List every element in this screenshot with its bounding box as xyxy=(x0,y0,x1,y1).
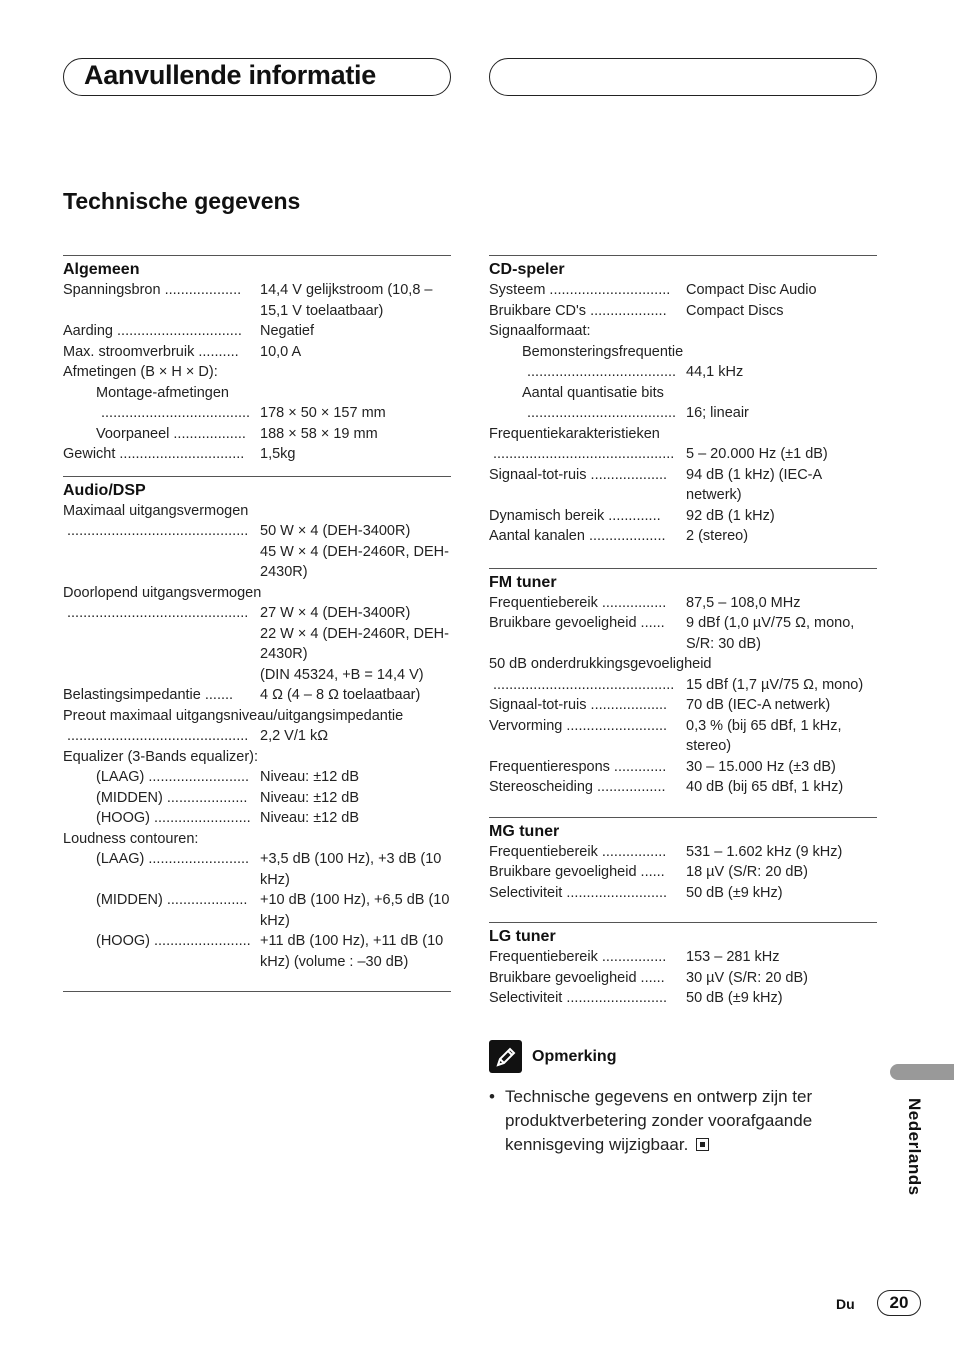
spec-label: ............................................. xyxy=(67,523,249,539)
spec-label: Dynamisch bereik ............. xyxy=(489,507,661,524)
spec-label: Signaal-tot-ruis ................... xyxy=(489,466,668,483)
spec-row xyxy=(63,624,451,665)
spec-section-algemeen xyxy=(63,255,451,465)
spec-value: 50 W × 4 (DEH-3400R) xyxy=(260,523,411,539)
spec-label: Frequentiebereik ................ xyxy=(489,843,667,860)
spec-line: Afmetingen (B × H × D): xyxy=(63,364,218,380)
spec-value: (DIN 45324, +B = 14,4 V) xyxy=(260,666,424,683)
spec-section-title: LG tuner xyxy=(489,928,556,945)
note-title: Opmerking xyxy=(532,1047,617,1065)
spec-label: Frequentiebereik ................ xyxy=(489,949,667,965)
divider xyxy=(63,991,451,992)
spec-row xyxy=(63,342,451,363)
spec-section-title: MG tuner xyxy=(489,822,560,840)
side-language-label: Nederlands xyxy=(905,1098,924,1196)
note-pencil-icon xyxy=(489,1040,522,1073)
spec-label: (LAAG) ......................... xyxy=(96,851,250,867)
spec-section-title: Audio/DSP xyxy=(63,481,146,499)
spec-value: 50 dB (±9 kHz) xyxy=(686,884,783,901)
spec-label: ..................................... xyxy=(527,405,677,421)
spec-section-title: Algemeen xyxy=(63,261,140,278)
spec-value: 50 dB (±9 kHz) xyxy=(686,990,783,1006)
footer-language: Du xyxy=(836,1296,855,1312)
spec-value: Niveau: ±12 dB xyxy=(260,789,360,806)
spec-label: Bruikbare gevoeligheid ...... xyxy=(489,864,665,880)
spec-value: 45 W × 4 (DEH-2460R, DEH-2430R) xyxy=(260,543,449,580)
right-column xyxy=(489,255,877,1009)
spec-row xyxy=(63,542,451,583)
spec-row xyxy=(63,685,451,706)
spec-line: Equalizer (3-Bands equalizer): xyxy=(63,748,259,765)
spec-row xyxy=(63,767,451,788)
spec-label: Aarding ............................... xyxy=(63,323,242,339)
spec-label: (HOOG) ........................ xyxy=(96,933,251,949)
spec-value: 87,5 – 108,0 MHz xyxy=(686,594,801,611)
spec-value: 16; lineair xyxy=(686,405,749,421)
spec-line: Signaalformaat: xyxy=(489,323,591,339)
spec-label: Signaal-tot-ruis ................... xyxy=(489,697,668,713)
spec-value: 2 (stereo) xyxy=(686,528,749,544)
spec-line: Preout maximaal uitgangsniveau/uitgangsimpedantie xyxy=(63,707,404,724)
spec-row xyxy=(489,862,877,883)
header-title-box xyxy=(63,58,451,96)
spec-label: ..................................... xyxy=(101,405,251,421)
spec-row xyxy=(63,808,451,829)
spec-label: ............................................. xyxy=(493,676,675,693)
spec-label: Bruikbare CD's ................... xyxy=(489,302,667,319)
spec-line: 50 dB onderdrukkingsgevoeligheid xyxy=(489,656,712,672)
spec-row xyxy=(489,301,877,322)
spec-label: Frequentiebereik ................ xyxy=(489,594,667,611)
section-title: Technische gegevens xyxy=(63,188,301,214)
spec-row xyxy=(489,883,877,904)
spec-value: Negatief xyxy=(260,323,315,339)
spec-row xyxy=(489,444,877,465)
spec-label: ..................................... xyxy=(527,364,677,380)
spec-section-audio xyxy=(63,476,451,973)
spec-line: Doorlopend uitgangsvermogen xyxy=(63,584,262,601)
spec-row xyxy=(489,593,877,614)
spec-row xyxy=(63,424,451,445)
spec-row xyxy=(63,280,451,321)
spec-row xyxy=(63,890,451,931)
spec-value: +11 dB (100 Hz), +11 dB (10 kHz) (volume : –30 dB) xyxy=(260,933,444,970)
spec-value: 94 dB (1 kHz) (IEC-A netwerk) xyxy=(686,466,822,503)
spec-value: 178 × 50 × 157 mm xyxy=(260,405,386,421)
spec-row xyxy=(489,777,877,798)
spec-row xyxy=(63,726,451,747)
spec-row xyxy=(489,526,877,547)
spec-label: ............................................. xyxy=(67,728,249,744)
spec-label: Selectiviteit ......................... xyxy=(489,884,668,901)
spec-value: 1,5kg xyxy=(260,446,296,462)
spec-section-mg xyxy=(489,817,877,904)
spec-row xyxy=(63,444,451,465)
spec-row xyxy=(63,521,451,542)
spec-row xyxy=(489,362,877,383)
left-column xyxy=(63,255,451,992)
spec-label: ............................................. xyxy=(493,446,675,462)
spec-label: Aantal kanalen ................... xyxy=(489,528,666,544)
spec-value: 44,1 kHz xyxy=(686,364,744,380)
header-empty-box xyxy=(489,58,877,96)
spec-row xyxy=(489,757,877,778)
spec-value: 5 – 20.000 Hz (±1 dB) xyxy=(686,446,828,462)
spec-label: Selectiviteit ......................... xyxy=(489,990,668,1006)
spec-label: (LAAG) ......................... xyxy=(96,769,250,785)
spec-value: 30 – 15.000 Hz (±3 dB) xyxy=(686,758,836,775)
spec-line: Aantal quantisatie bits xyxy=(522,384,664,401)
spec-value: 15 dBf (1,7 µV/75 Ω, mono) xyxy=(686,676,864,693)
spec-value: Niveau: ±12 dB xyxy=(260,769,360,785)
spec-value: 70 dB (IEC-A netwerk) xyxy=(686,697,831,713)
spec-value: 153 – 281 kHz xyxy=(686,949,780,965)
spec-value: +3,5 dB (100 Hz), +3 dB (10 kHz) xyxy=(260,851,442,888)
spec-value: 14,4 V gelijkstroom (10,8 – 15,1 V toelaatbaar) xyxy=(260,282,433,319)
spec-label: Spanningsbron ................... xyxy=(63,282,242,298)
spec-label: Systeem .............................. xyxy=(489,282,671,298)
spec-value: 27 W × 4 (DEH-3400R) xyxy=(260,605,411,621)
spec-label: Bruikbare gevoeligheid ...... xyxy=(489,969,665,986)
spec-value: 188 × 58 × 19 mm xyxy=(260,425,378,442)
spec-label: (MIDDEN) .................... xyxy=(96,789,248,806)
spec-value: 2,2 V/1 kΩ xyxy=(260,728,329,744)
spec-section-title: CD-speler xyxy=(489,261,565,278)
spec-row xyxy=(489,280,877,301)
spec-value: +10 dB (100 Hz), +6,5 dB (10 kHz) xyxy=(260,892,450,929)
spec-value: 18 µV (S/R: 20 dB) xyxy=(686,864,808,880)
spec-value: 92 dB (1 kHz) xyxy=(686,507,775,524)
spec-row xyxy=(63,603,451,624)
spec-line: Montage-afmetingen xyxy=(96,384,229,401)
spec-section-cd xyxy=(489,255,877,547)
spec-value: 0,3 % (bij 65 dBf, 1 kHz, stereo) xyxy=(686,717,842,754)
spec-row xyxy=(489,675,877,696)
spec-row xyxy=(489,988,877,1009)
spec-line: Maximaal uitgangsvermogen xyxy=(63,502,249,519)
spec-section-fm xyxy=(489,568,877,798)
spec-label: (HOOG) ........................ xyxy=(96,810,251,826)
spec-value: Compact Disc Audio xyxy=(686,282,817,298)
spec-row xyxy=(489,716,877,757)
note-bullet: • xyxy=(489,1087,495,1106)
spec-row xyxy=(489,465,877,506)
spec-row xyxy=(63,665,451,686)
spec-row xyxy=(489,947,877,968)
spec-row xyxy=(489,695,877,716)
spec-value: 22 W × 4 (DEH-2460R, DEH-2430R) xyxy=(260,625,449,662)
spec-row xyxy=(489,506,877,527)
note-item xyxy=(489,1085,877,1157)
note-header xyxy=(489,1040,877,1073)
spec-row xyxy=(63,403,451,424)
spec-label: Stereoscheiding ................. xyxy=(489,779,666,795)
spec-value: 9 dBf (1,0 µV/75 Ω, mono, S/R: 30 dB) xyxy=(686,615,855,652)
spec-value: Niveau: ±12 dB xyxy=(260,810,360,826)
spec-label: (MIDDEN) .................... xyxy=(96,892,248,908)
spec-row xyxy=(489,968,877,989)
spec-line: Loudness contouren: xyxy=(63,830,199,847)
page-number: 20 xyxy=(877,1290,921,1316)
spec-label: Voorpaneel .................. xyxy=(96,425,246,442)
spec-row xyxy=(63,788,451,809)
spec-section-lg xyxy=(489,922,877,1009)
spec-row xyxy=(63,931,451,972)
spec-label: Vervorming ......................... xyxy=(489,717,668,734)
side-tab-marker xyxy=(890,1064,954,1080)
spec-line: Bemonsteringsfrequentie xyxy=(522,343,684,360)
spec-line: Frequentiekarakteristieken xyxy=(489,425,660,442)
spec-label: ............................................. xyxy=(67,605,249,621)
spec-label: Gewicht ............................... xyxy=(63,446,245,462)
note-text: Technische gegevens en ontwerp zijn ter produktverbetering zonder voorafgaande kennisgeving wijzigbaar. xyxy=(505,1087,813,1154)
spec-row xyxy=(63,849,451,890)
spec-section-title: FM tuner xyxy=(489,573,557,591)
spec-label: Bruikbare gevoeligheid ...... xyxy=(489,615,665,631)
spec-row xyxy=(63,321,451,342)
end-mark-icon xyxy=(696,1138,709,1151)
spec-value: 40 dB (bij 65 dBf, 1 kHz) xyxy=(686,779,844,795)
header-title: Aanvullende informatie xyxy=(84,60,376,90)
spec-value: 30 µV (S/R: 20 dB) xyxy=(686,969,808,986)
spec-row xyxy=(489,842,877,863)
spec-row xyxy=(489,403,877,424)
spec-value: 4 Ω (4 – 8 Ω toelaatbaar) xyxy=(260,687,421,703)
spec-label: Belastingsimpedantie ....... xyxy=(63,687,234,703)
spec-value: 531 – 1.602 kHz (9 kHz) xyxy=(686,843,843,860)
spec-value: 10,0 A xyxy=(260,343,302,360)
spec-label: Frequentierespons ............. xyxy=(489,758,667,775)
spec-row xyxy=(489,613,877,654)
spec-value: Compact Discs xyxy=(686,302,784,319)
spec-label: Max. stroomverbruik .......... xyxy=(63,343,239,360)
note-box xyxy=(489,1040,877,1157)
